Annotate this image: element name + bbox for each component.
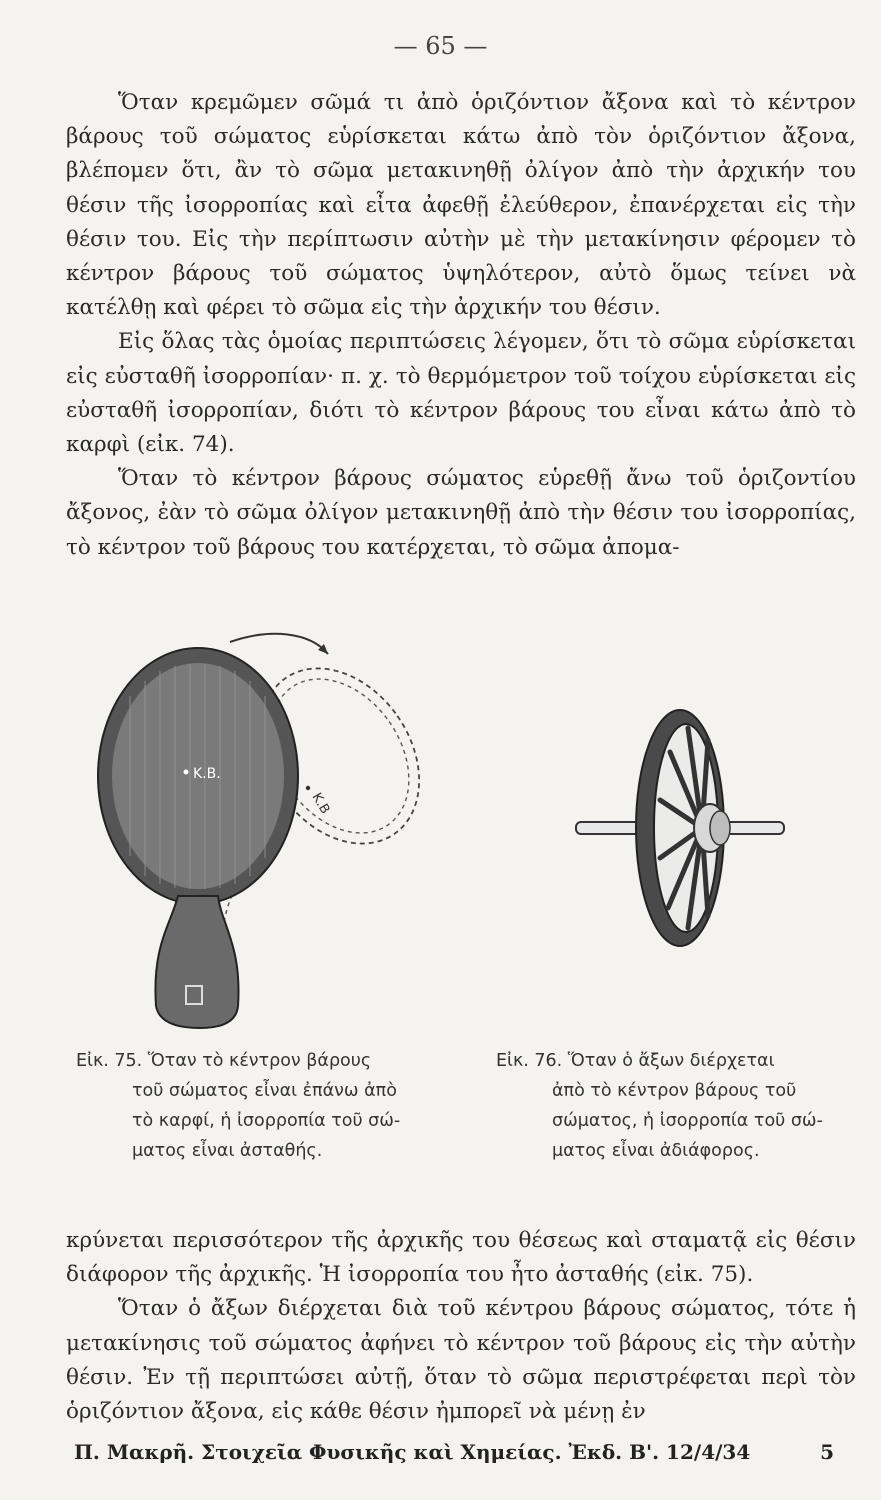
footer-book-reference: Π. Μακρῆ. Στοιχεῖα Φυσικῆς καὶ Χημείας. Ἐκδ. Β'. 12/4/34 [74,1440,751,1464]
caption-line: Εἰκ. 76. Ὅταν ὁ ἄξων διέρχεται [496,1051,775,1071]
paragraph-stable-equilibrium-intro: Ὅταν κρεμῶμεν σῶμά τι ἀπὸ ὁριζόντιον ἄξονα καὶ τὸ κέντρον βάρους τοῦ σώματος εὑρίσκεται κάτω ἀπὸ τὸν ὁριζόντιον ἄξονα, βλέπομεν ὅτι, ἂν τὸ σῶμα μετακινηθῇ ὀλίγον ἀπὸ τὴν ἀρχικήν του θέσιν τῆς ἰσορροπίας καὶ εἶτα ἀφεθῇ ἐλεύθερον, ἐπανέρχεται εἰς τὴν θέσιν του. Εἰς τὴν περίπτωσιν αὐτὴν μὲ τὴν μετακίνησιν φέρομεν τὸ κέντρον βάρους τοῦ σώματος ὑψηλότερον, αὐτὸ ὅμως τείνει νὰ κατέλθῃ καὶ φέρει τὸ σῶμα εἰς τὴν ἀρχικήν του θέσιν. [66,90,856,321]
hub-collar [710,811,730,845]
center-of-gravity-dot [184,770,189,775]
displaced-cg-dot [306,786,310,790]
rotation-arrow [230,634,328,654]
caption-line: τὸ καρφί, ἡ ἰσορροπία τοῦ σώ- [132,1111,401,1131]
page-number: — 65 — [393,32,488,60]
footer-signature-number: 5 [820,1440,834,1464]
cg-label: K.B. [193,766,221,782]
caption-line: Εἰκ. 75. Ὅταν τὸ κέντρον βάρους [76,1051,372,1071]
bottom-text-block [66,1224,856,1429]
figure-76-wheel-on-axle [570,700,790,960]
paragraph-unstable-equilibrium-end: κρύνεται περισσότερον τῆς ἀρχικῆς του θέσεως καὶ σταματᾷ εἰς θέσιν διάφορον τῆς ἀρχικῆς. Ἡ ἰσορροπία του ἦτο ἀσταθής (εἰκ. 75). [66,1228,856,1288]
caption-line: ἀπὸ τὸ κέντρον βάρους τοῦ [552,1081,797,1101]
paragraph-neutral-equilibrium: Ὅταν ὁ ἄξων διέρχεται διὰ τοῦ κέντρου βάρους σώματος, τότε ἡ μετακίνησις τοῦ σώματος ἀφήνει τὸ κέντρον τοῦ βάρους εἰς τὴν αὐτὴν θέσιν. Ἐν τῇ περιπτώσει αὐτῇ, ὅταν τὸ σῶμα περιστρέφεται περὶ τὸν ὁριζόντιον ἄξονα, εἰς κάθε θέσιν ἠμπορεῖ νὰ μένῃ ἐν [66,1296,856,1425]
caption-line: σώματος, ἡ ἰσορροπία τοῦ σώ- [552,1111,823,1131]
hand-mirror-illustration [90,626,430,1036]
page-footer [74,1440,834,1464]
mirror-handle [155,896,238,1028]
caption-line: ματος εἶναι ἀδιάφορος. [552,1141,760,1161]
paragraph-stable-equilibrium-definition: Εἰς ὅλας τὰς ὁμοίας περιπτώσεις λέγομεν, ὅτι τὸ σῶμα εὑρίσκεται εἰς εὐσταθῆ ἰσορροπίαν· π. χ. τὸ θερμόμετρον τοῦ τοίχου εὑρίσκεται εἰς εὐσταθῆ ἰσορροπίαν, διότι τὸ κέντρον βάρους του εἶναι κάτω ἀπὸ τὸ καρφὶ (εἰκ. 74). [66,329,856,458]
figure-75-caption [76,1046,466,1166]
paragraph-unstable-equilibrium-start: Ὅταν τὸ κέντρον βάρους σώματος εὑρεθῇ ἄνω τοῦ ὁριζοντίου ἄξονος, ἐὰν τὸ σῶμα ὀλίγον μετακινηθῇ ἀπὸ τὴν θέσιν του ἰσορροπίας, τὸ κέντρον τοῦ βάρους του κατέρχεται, τὸ σῶμα ἀπομα- [66,466,856,560]
wheel-illustration [570,700,790,960]
figure-75-hand-mirror [90,626,430,1036]
displaced-cg-label: K.B [308,790,333,817]
caption-line: ματος εἶναι ἀσταθής. [132,1141,323,1161]
figure-76-caption [496,1046,866,1166]
caption-line: τοῦ σώματος εἶναι ἐπάνω ἀπὸ [132,1081,397,1101]
top-text-block [66,86,856,565]
